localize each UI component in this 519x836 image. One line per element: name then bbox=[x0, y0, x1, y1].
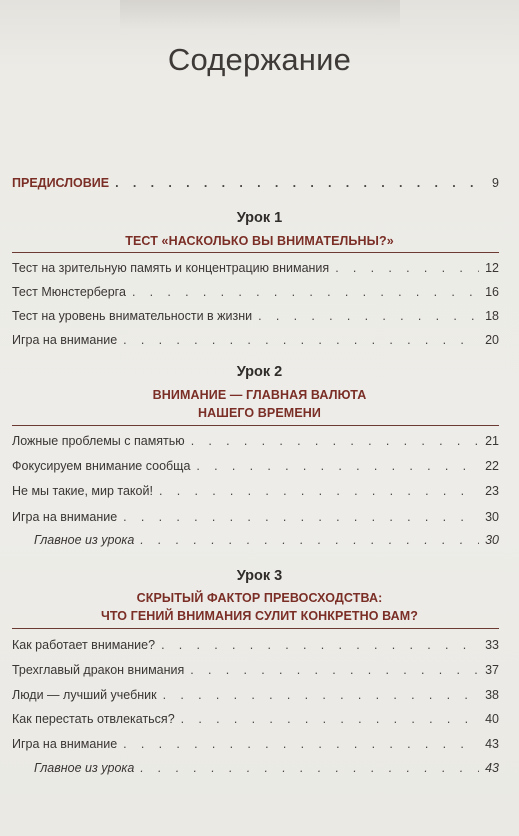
toc-entry bbox=[12, 737, 499, 755]
toc-entry-page: 43 bbox=[485, 737, 499, 751]
toc-entry bbox=[12, 712, 499, 730]
leader-dots bbox=[190, 663, 479, 677]
toc-entry-label: Ложные проблемы с памятью bbox=[12, 434, 185, 448]
lesson-title: ЧТО ГЕНИЙ ВНИМАНИЯ СУЛИТ КОНКРЕТНО ВАМ? bbox=[100, 609, 419, 623]
leader-dots bbox=[161, 638, 479, 652]
leader-dots bbox=[181, 712, 479, 726]
toc-entry-page: 9 bbox=[492, 176, 499, 190]
lesson-rule bbox=[12, 252, 499, 253]
toc-entry bbox=[12, 663, 499, 681]
lesson-number: Урок 3 bbox=[236, 568, 283, 584]
toc-entry-page: 12 bbox=[485, 261, 499, 275]
toc-entry-page: 18 bbox=[485, 309, 499, 323]
toc-entry-label: Главное из урока bbox=[34, 761, 135, 775]
leader-dots bbox=[258, 309, 479, 323]
lesson-number: Урок 1 bbox=[236, 210, 283, 226]
toc-entry-page: 23 bbox=[485, 484, 499, 498]
leader-dots bbox=[140, 533, 479, 547]
toc-entry-page: 37 bbox=[485, 663, 499, 677]
toc-entry bbox=[12, 285, 499, 303]
toc-entry-label: Трехглавый дракон внимания bbox=[12, 663, 185, 677]
toc-entry-label: Не мы такие, мир такой! bbox=[12, 484, 153, 498]
toc-entry-page: 21 bbox=[485, 434, 499, 448]
toc-entry-preface bbox=[12, 176, 499, 194]
toc-entry-page: 40 bbox=[485, 712, 499, 726]
toc-entry-page: 16 bbox=[485, 285, 499, 299]
lesson-title: ВНИМАНИЕ — ГЛАВНАЯ ВАЛЮТА bbox=[152, 388, 367, 402]
toc-entry-page: 38 bbox=[485, 688, 499, 702]
show-through-text bbox=[120, 0, 400, 30]
toc-entry-label: Люди — лучший учебник bbox=[12, 688, 157, 702]
toc-entry-label: Главное из урока bbox=[34, 533, 135, 547]
toc-entry bbox=[12, 638, 499, 656]
leader-dots bbox=[159, 484, 479, 498]
leader-dots bbox=[123, 333, 479, 347]
leader-dots bbox=[115, 176, 486, 190]
toc-entry bbox=[12, 510, 499, 528]
lesson-title: СКРЫТЫЙ ФАКТОР ПРЕВОСХОДСТВА: bbox=[136, 591, 383, 605]
toc-entry-page: 22 bbox=[485, 459, 499, 473]
toc-entry-label: Как работает внимание? bbox=[12, 638, 156, 652]
toc-entry-label: Игра на внимание bbox=[12, 737, 118, 751]
toc-entry-label: Тест на уровень внимательности в жизни bbox=[12, 309, 253, 323]
page-title: Содержание bbox=[167, 42, 352, 77]
leader-dots bbox=[196, 459, 479, 473]
leader-dots bbox=[140, 761, 479, 775]
leader-dots bbox=[163, 688, 479, 702]
leader-dots bbox=[191, 434, 479, 448]
leader-dots bbox=[335, 261, 479, 275]
lesson-rule bbox=[12, 628, 499, 629]
toc-entry bbox=[12, 261, 499, 279]
leader-dots bbox=[123, 737, 479, 751]
lesson-title: ТЕСТ «НАСКОЛЬКО ВЫ ВНИМАТЕЛЬНЫ?» bbox=[125, 234, 394, 248]
toc-entry-page: 20 bbox=[485, 333, 499, 347]
toc-entry-page: 30 bbox=[485, 533, 499, 547]
toc-entry bbox=[12, 434, 499, 452]
toc-entry bbox=[12, 309, 499, 327]
toc-entry bbox=[12, 484, 499, 502]
lesson-rule bbox=[12, 425, 499, 426]
toc-entry bbox=[12, 688, 499, 706]
leader-dots bbox=[132, 285, 479, 299]
toc-entry bbox=[12, 459, 499, 477]
toc-entry-summary bbox=[34, 533, 499, 551]
toc-entry-label: ПРЕДИСЛОВИЕ bbox=[12, 176, 110, 190]
lesson-title: НАШЕГО ВРЕМЕНИ bbox=[198, 406, 321, 420]
toc-entry-page: 43 bbox=[485, 761, 499, 775]
toc-entry-page: 33 bbox=[485, 638, 499, 652]
leader-dots bbox=[123, 510, 479, 524]
toc-entry-page: 30 bbox=[485, 510, 499, 524]
toc-entry-label: Тест Мюнстерберга bbox=[12, 285, 126, 299]
toc-entry bbox=[12, 333, 499, 351]
toc-entry-label: Как перестать отвлекаться? bbox=[12, 712, 175, 726]
lesson-number: Урок 2 bbox=[236, 364, 283, 380]
toc-entry-label: Тест на зрительную память и концентрацию внимания bbox=[12, 261, 330, 275]
toc-entry-label: Игра на внимание bbox=[12, 510, 118, 524]
toc-entry-summary bbox=[34, 761, 499, 779]
toc-entry-label: Фокусируем внимание сообща bbox=[12, 459, 191, 473]
toc-entry-label: Игра на внимание bbox=[12, 333, 118, 347]
